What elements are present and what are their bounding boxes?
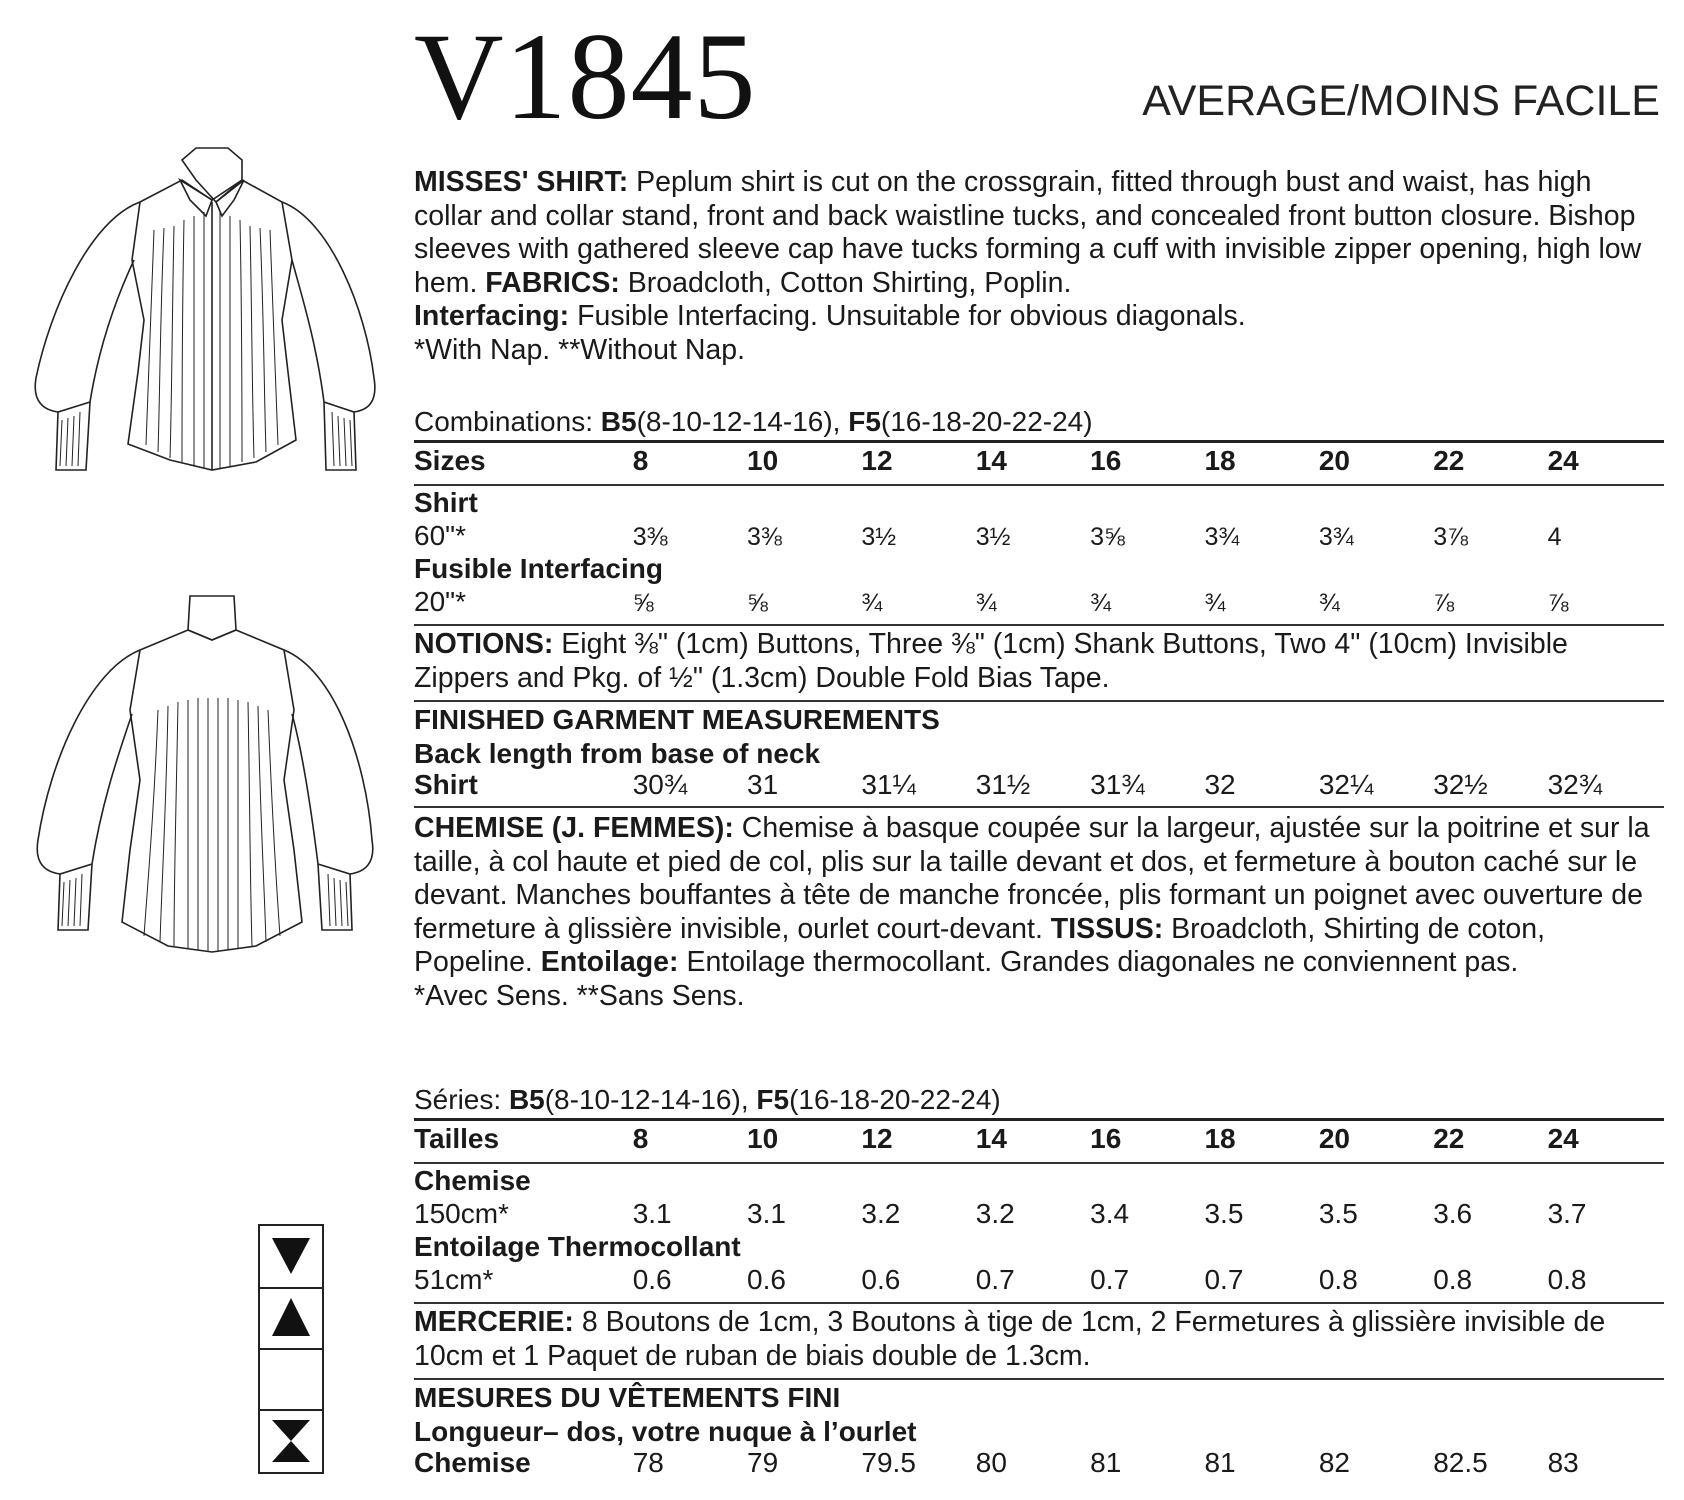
yardage-cell: ¾ — [1318, 589, 1340, 617]
measurement-cell: 31 — [747, 769, 779, 800]
tissus-text: Broadcloth, Shirting de coton, Popeline. — [414, 912, 1546, 978]
tailles-label: Tailles — [414, 1123, 500, 1154]
size-cell: 16 — [1090, 445, 1122, 476]
size-cell: 8 — [632, 445, 649, 476]
symbol-divider — [260, 1348, 322, 1350]
measurement-cell: 81 — [1204, 1447, 1236, 1478]
size-header-row — [414, 444, 1662, 477]
description-title: MISSES' SHIRT: — [414, 166, 629, 198]
combo-b5-sizes: (8-10-12-14-16), — [636, 406, 849, 437]
finished-title: FINISHED GARMENT MEASUREMENTS — [414, 704, 940, 735]
fabrics-text: Broadcloth, Cotton Shirting, Poplin. — [619, 266, 1072, 299]
table-row — [414, 519, 1662, 552]
english-size-table — [414, 444, 1662, 477]
meters-cell: 0.8 — [1318, 1264, 1358, 1295]
combo-b5-code: B5 — [600, 406, 637, 437]
meters-cell: 0.7 — [1204, 1264, 1244, 1295]
yardage-cell: 3½ — [861, 523, 897, 551]
measurement-cell: 32½ — [1433, 769, 1488, 800]
fabric-width: 20"* — [414, 586, 466, 617]
finished-row-label: Shirt — [414, 769, 478, 800]
pattern-number: V1845 — [414, 8, 757, 145]
series-line — [414, 1084, 1001, 1116]
meters-cell: 3.4 — [1090, 1198, 1130, 1229]
meters-cell: 0.8 — [1433, 1264, 1473, 1295]
series-b5-sizes: (8-10-12-14-16), — [544, 1084, 757, 1115]
meters-cell: 3.1 — [632, 1198, 672, 1229]
measurement-cell: 30¾ — [632, 769, 688, 800]
tissus-label: TISSUS: — [1050, 912, 1164, 945]
size-cell: 18 — [1204, 445, 1236, 476]
entoilage-thermo-label: Entoilage Thermocollant — [414, 1231, 741, 1262]
size-cell: 24 — [1547, 1123, 1579, 1154]
size-cell: 14 — [975, 445, 1007, 476]
shirt-back-illustration — [20, 590, 380, 960]
size-cell: 10 — [747, 445, 779, 476]
series-b5-code: B5 — [508, 1084, 545, 1115]
body-type-symbol-box — [258, 1224, 324, 1474]
finished-table — [414, 768, 1662, 801]
measurement-cell: 32 — [1204, 769, 1236, 800]
divider — [414, 1302, 1664, 1304]
size-cell: 22 — [1433, 445, 1465, 476]
yardage-cell: 3⅞ — [1433, 523, 1468, 551]
mesures-subtitle: Longueur– dos, votre nuque à l’ourlet — [414, 1416, 917, 1447]
meters-cell: 3.2 — [975, 1198, 1015, 1229]
combo-f5-sizes: (16-18-20-22-24) — [880, 406, 1093, 437]
meters-cell: 0.6 — [632, 1264, 672, 1295]
size-cell: 20 — [1318, 445, 1350, 476]
description-title: CHEMISE (J. FEMMES): — [414, 812, 734, 844]
size-cell: 12 — [861, 1123, 893, 1154]
french-description — [414, 812, 1664, 1013]
yardage-cell: ¾ — [861, 589, 883, 617]
yardage-cell: ⅞ — [1433, 589, 1455, 617]
measurement-cell: 82.5 — [1433, 1447, 1488, 1478]
divider — [414, 806, 1664, 808]
yardage-cell: ⅝ — [747, 589, 768, 617]
size-cell: 12 — [861, 445, 893, 476]
interfacing-text: Fusible Interfacing. Unsuitable for obvious diagonals. — [569, 300, 1246, 332]
fabric-width: 51cm* — [414, 1264, 494, 1295]
measurement-cell: 31¾ — [1090, 769, 1145, 800]
yardage-cell: 3½ — [975, 523, 1011, 551]
measurement-cell: 81 — [1090, 1447, 1122, 1478]
notions-label: NOTIONS: — [414, 628, 554, 660]
measurement-cell: 32¾ — [1547, 769, 1603, 800]
mesures-row-label: Chemise — [414, 1447, 531, 1478]
notions — [414, 628, 1664, 695]
triangle-down-icon — [272, 1238, 310, 1276]
yardage-cell: ¾ — [1090, 589, 1111, 617]
mercerie-label: MERCERIE: — [414, 1306, 574, 1338]
french-meters-table — [414, 1164, 1662, 1296]
series-f5-code: F5 — [756, 1084, 790, 1115]
finished-subtitle: Back length from base of neck — [414, 738, 821, 769]
mesures-table — [414, 1446, 1662, 1479]
meters-cell: 3.2 — [861, 1198, 901, 1229]
meters-cell: 0.7 — [975, 1264, 1015, 1295]
entoilage-text: Entoilage thermocollant. Grandes diagonales ne conviennent pas. — [678, 946, 1519, 978]
mesures-title: MESURES DU VÊTEMENTS FINI — [414, 1382, 841, 1413]
yardage-cell: ¾ — [1204, 589, 1226, 617]
series-f5-sizes: (16-18-20-22-24) — [789, 1084, 1001, 1115]
measurement-cell: 31¼ — [861, 769, 916, 800]
chemise-label: Chemise — [414, 1165, 531, 1196]
meters-cell: 3.5 — [1318, 1198, 1358, 1229]
measurement-cell: 83 — [1547, 1447, 1579, 1478]
size-cell: 20 — [1318, 1123, 1350, 1154]
divider — [414, 700, 1664, 702]
series-label: Séries: — [414, 1084, 509, 1115]
yardage-cell: 3⅜ — [632, 523, 668, 551]
size-header-row — [414, 1122, 1662, 1155]
table-row — [414, 768, 1662, 801]
size-cell: 16 — [1090, 1123, 1122, 1154]
description-text: Chemise à basque coupée sur la largeur, ajustée sur la poitrine et sur la taille, à col haute et pied de col, plis sur la taille devant et dos, et fermeture à bouton caché sur le devant. Manches bouffantes à tête de manche froncée, plis formant un poignet avec ouverture de fermeture à glissière invisible, ourlet court-devant. — [414, 812, 1650, 945]
yardage-cell: 3¾ — [1318, 523, 1354, 551]
table-row — [414, 1197, 1662, 1230]
meters-cell: 3.5 — [1204, 1198, 1244, 1229]
meters-cell: 0.6 — [747, 1264, 786, 1295]
yardage-cell: 4 — [1547, 523, 1562, 551]
measurement-cell: 79.5 — [861, 1447, 916, 1478]
yardage-cell: 3¾ — [1204, 523, 1240, 551]
triangle-up-icon — [272, 1298, 310, 1336]
mercerie-text: 8 Boutons de 1cm, 3 Boutons à tige de 1cm, 2 Fermetures à glissière invisible de 10cm et 1 Paquet de ruban de biais double de 1.3cm. — [414, 1306, 1606, 1372]
measurement-cell: 80 — [975, 1447, 1007, 1478]
french-size-table — [414, 1122, 1662, 1155]
symbol-divider — [260, 1287, 322, 1289]
shirt-label: Shirt — [414, 487, 478, 518]
measurement-cell: 79 — [747, 1447, 779, 1478]
combinations-line — [414, 406, 1093, 438]
meters-cell: 0.6 — [861, 1264, 901, 1295]
interfacing-label: Fusible Interfacing — [414, 553, 663, 584]
table-row — [414, 585, 1662, 618]
table-row — [414, 1446, 1662, 1479]
measurement-cell: 82 — [1318, 1447, 1350, 1478]
yardage-cell: ¾ — [975, 589, 997, 617]
shirt-front-illustration — [20, 140, 380, 480]
divider — [414, 624, 1664, 626]
entoilage-label: Entoilage: — [540, 946, 679, 978]
size-cell: 22 — [1433, 1123, 1465, 1154]
yardage-cell: 3⅜ — [747, 523, 782, 551]
symbol-divider — [260, 1409, 322, 1411]
description-text: Peplum shirt is cut on the crossgrain, fitted through bust and waist, has high collar and collar stand, front and back waistline tucks, and concealed front button closure. Bishop sleeves with gathered sleeve cap have tucks forming a cuff with invisible zipper opening, high low hem. — [414, 166, 1642, 299]
size-cell: 14 — [975, 1123, 1007, 1154]
notions-text: Eight ⅜" (1cm) Buttons, Three ⅜" (1cm) Shank Buttons, Two 4" (10cm) Invisible Zippers and Pkg. of ½" (1.3cm) Double Fold Bias Tape. — [414, 628, 1568, 694]
size-cell: 8 — [632, 1123, 649, 1154]
size-cell: 24 — [1547, 445, 1579, 476]
meters-cell: 0.8 — [1547, 1264, 1587, 1295]
nap-note: *With Nap. **Without Nap. — [414, 333, 746, 366]
table-row — [414, 1263, 1662, 1296]
hourglass-icon — [272, 1420, 310, 1462]
size-cell: 10 — [747, 1123, 779, 1154]
meters-cell: 3.6 — [1433, 1198, 1473, 1229]
measurement-cell: 32¼ — [1318, 769, 1374, 800]
meters-cell: 3.7 — [1547, 1198, 1587, 1229]
difficulty-rating: AVERAGE/MOINS FACILE — [1142, 77, 1660, 125]
measurement-cell: 31½ — [975, 769, 1031, 800]
nap-note: *Avec Sens. **Sans Sens. — [414, 979, 745, 1012]
fabrics-label: FABRICS: — [485, 266, 620, 299]
sizes-label: Sizes — [414, 445, 486, 476]
divider — [414, 440, 1664, 443]
yardage-cell: 3⅝ — [1090, 523, 1125, 551]
measurement-cell: 78 — [632, 1447, 664, 1478]
divider — [414, 1118, 1664, 1121]
meters-cell: 3.1 — [747, 1198, 786, 1229]
combo-f5-code: F5 — [848, 406, 881, 437]
yardage-cell: ⅞ — [1547, 589, 1569, 617]
size-cell: 18 — [1204, 1123, 1236, 1154]
english-description — [414, 166, 1664, 367]
yardage-cell: ⅝ — [632, 589, 654, 617]
interfacing-label: Interfacing: — [414, 300, 570, 332]
combinations-label: Combinations: — [414, 406, 601, 437]
meters-cell: 0.7 — [1090, 1264, 1130, 1295]
english-yardage-table — [414, 486, 1662, 618]
mercerie — [414, 1306, 1664, 1373]
fabric-width: 60"* — [414, 520, 466, 551]
divider — [414, 1378, 1664, 1380]
fabric-width: 150cm* — [414, 1198, 509, 1229]
